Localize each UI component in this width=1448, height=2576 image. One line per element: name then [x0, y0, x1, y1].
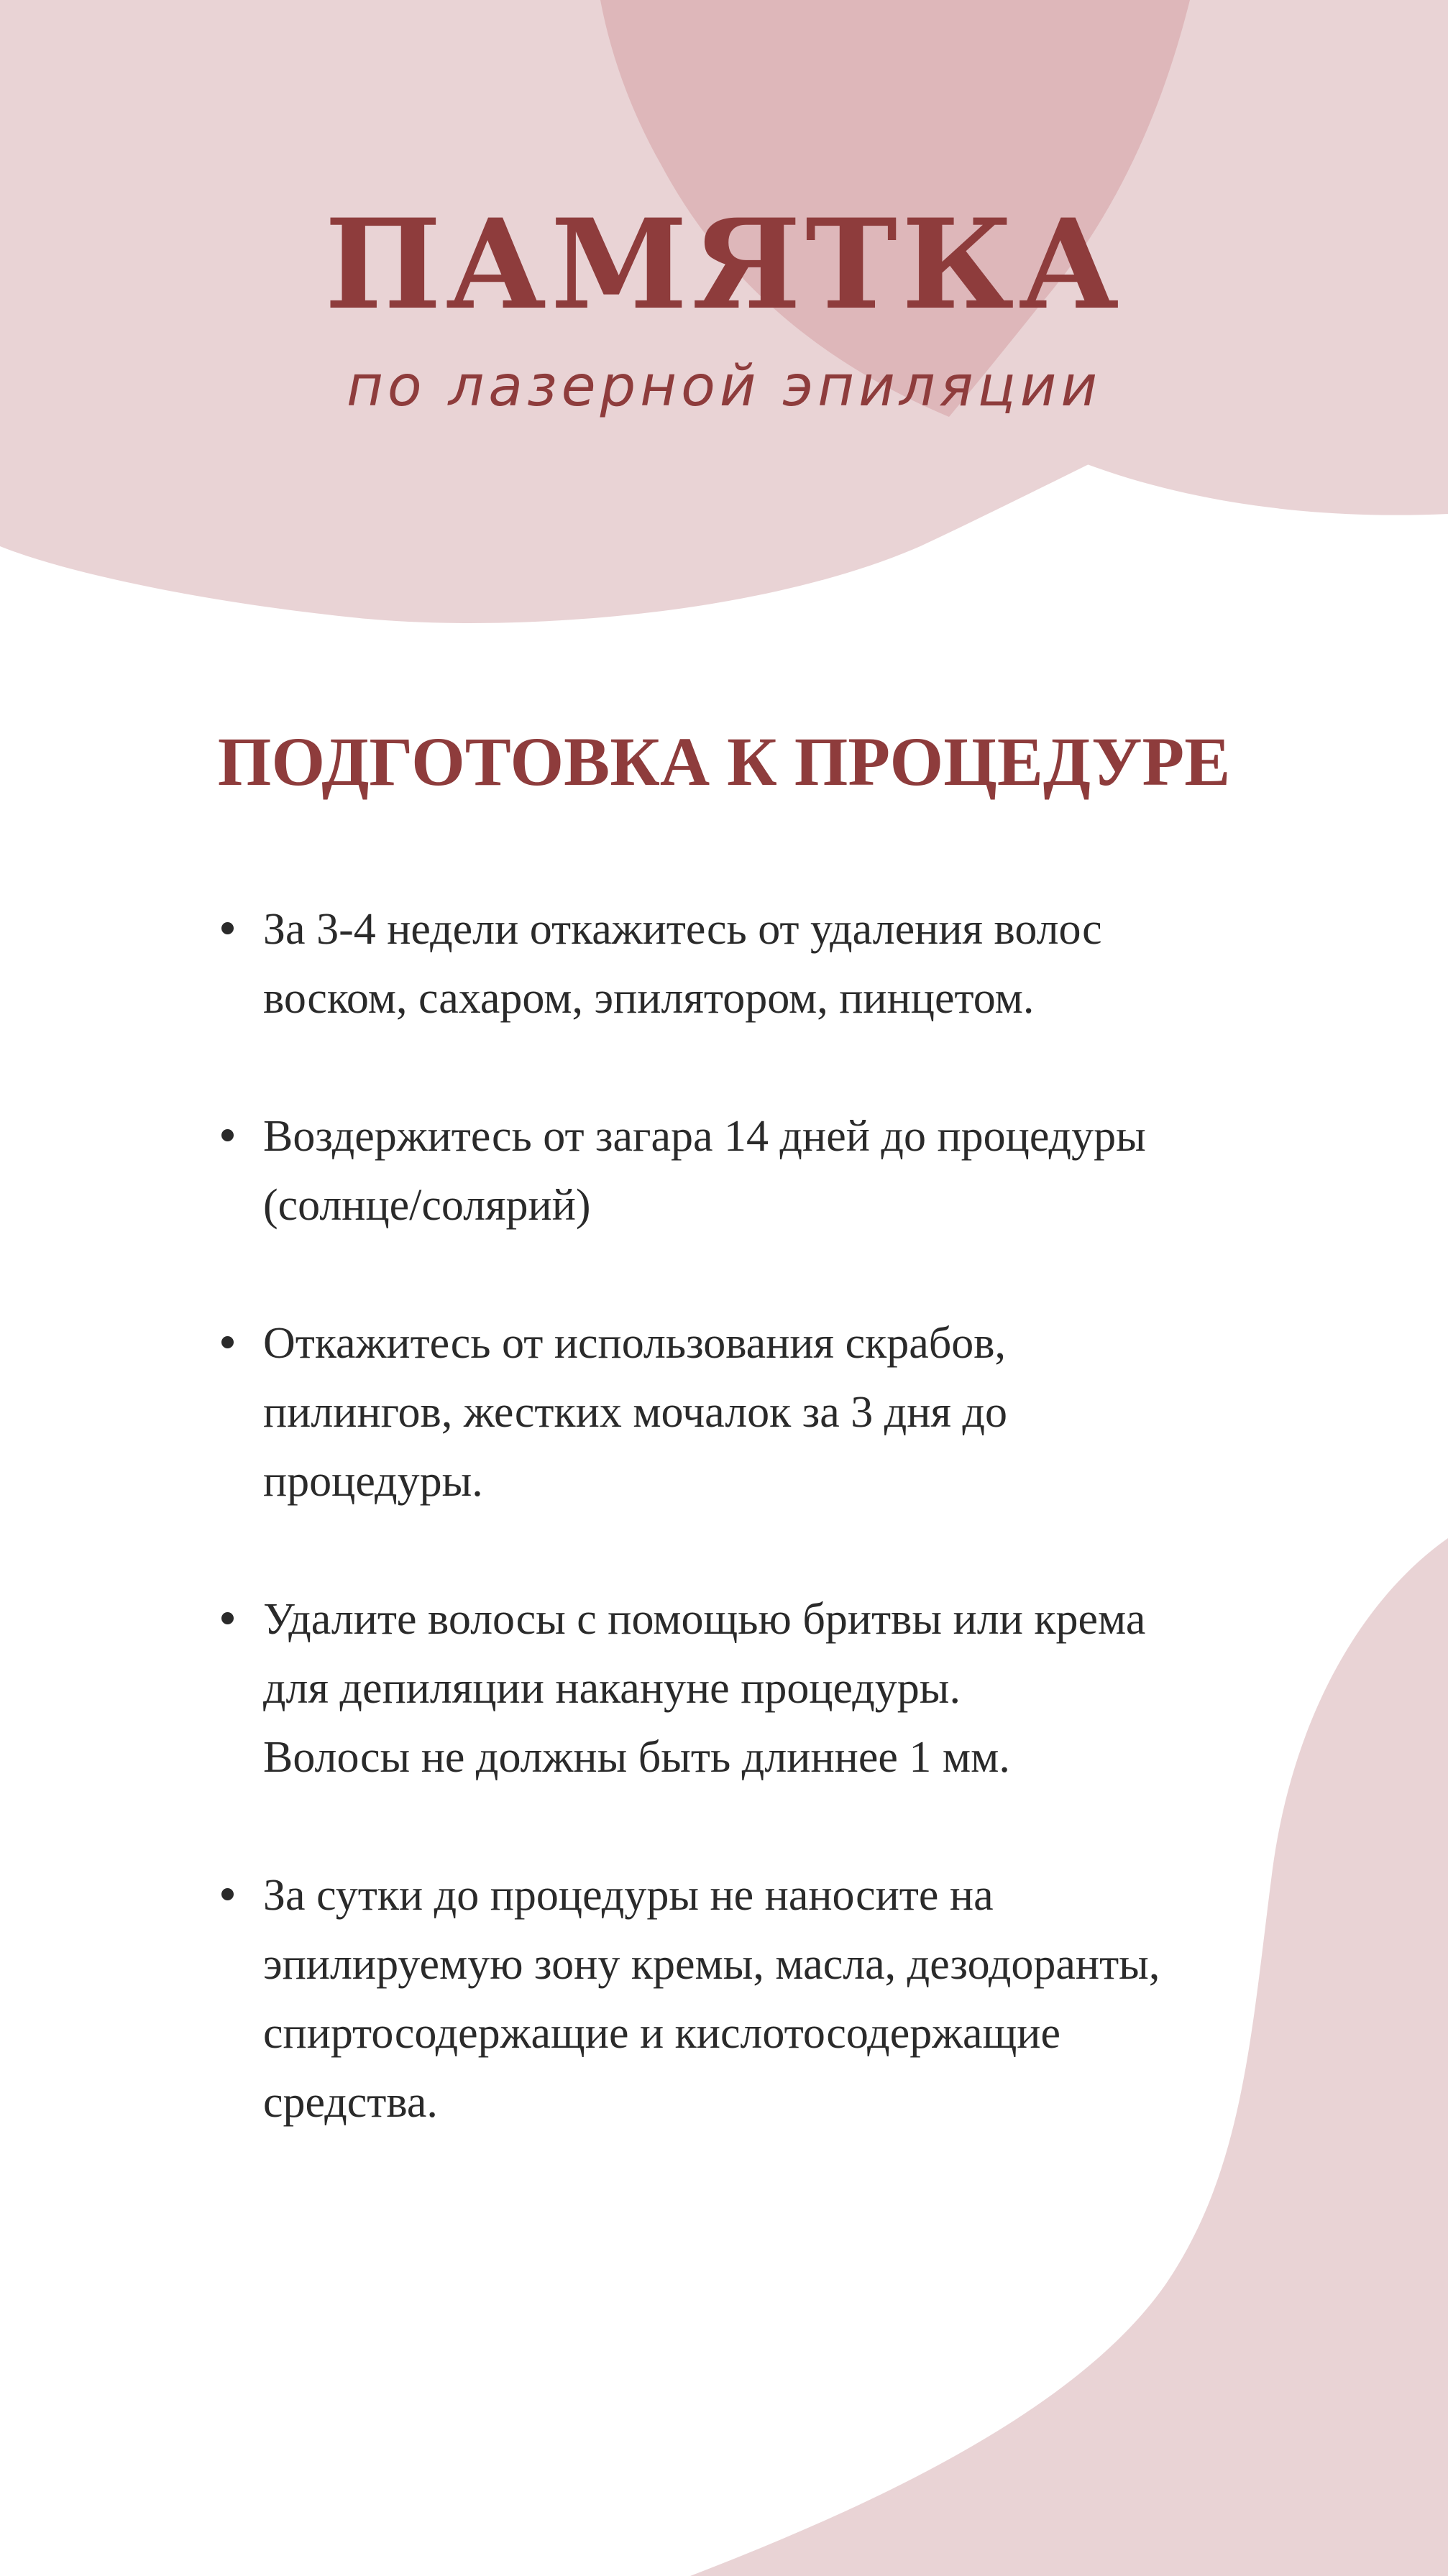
rule-item — [216, 1861, 1258, 2137]
bullet-icon — [221, 1129, 234, 1141]
rule-line: для депиляции накануне процедуры. — [263, 1664, 961, 1713]
rule-line: За 3-4 недели откажитесь от удаления волос — [263, 905, 1102, 954]
rules-list — [216, 895, 1258, 2206]
rule-line: Воздержитесь от загара 14 дней до процедуры — [263, 1112, 1146, 1161]
rule-item — [216, 1309, 1258, 1516]
rule-line: спиртосодержащие и кислотосодержащие — [263, 2009, 1061, 2058]
rule-line: Волосы не должны быть длиннее 1 мм. — [263, 1733, 1010, 1782]
rule-item — [216, 1102, 1258, 1240]
bullet-icon — [221, 922, 234, 934]
rule-line: За сутки до процедуры не наносите на — [263, 1871, 994, 1920]
rule-line: пилингов, жестких мочалок за 3 дня до — [263, 1388, 1008, 1437]
rule-line: процедуры. — [263, 1457, 483, 1506]
rule-item — [216, 1585, 1258, 1792]
rule-line: (солнце/солярий) — [263, 1181, 591, 1230]
bullet-icon — [221, 1336, 234, 1348]
rule-line: Откажитесь от использования скрабов, — [263, 1319, 1007, 1368]
page-subtitle: по лазерной эпиляции — [346, 354, 1102, 419]
page-title: ПАМЯТКА — [324, 191, 1124, 337]
rule-item — [216, 895, 1258, 1033]
rule-line: эпилируемую зону кремы, масла, дезодоранты, — [263, 1940, 1160, 1989]
rule-line: средства. — [263, 2078, 438, 2127]
rule-line: Удалите волосы с помощью бритвы или крема — [263, 1595, 1146, 1644]
bullet-icon — [221, 1888, 234, 1900]
section-title: ПОДГОТОВКА К ПРОЦЕДУРЕ — [217, 723, 1231, 800]
bullet-icon — [221, 1612, 234, 1624]
rule-line: воском, сахаром, эпилятором, пинцетом. — [263, 974, 1035, 1023]
